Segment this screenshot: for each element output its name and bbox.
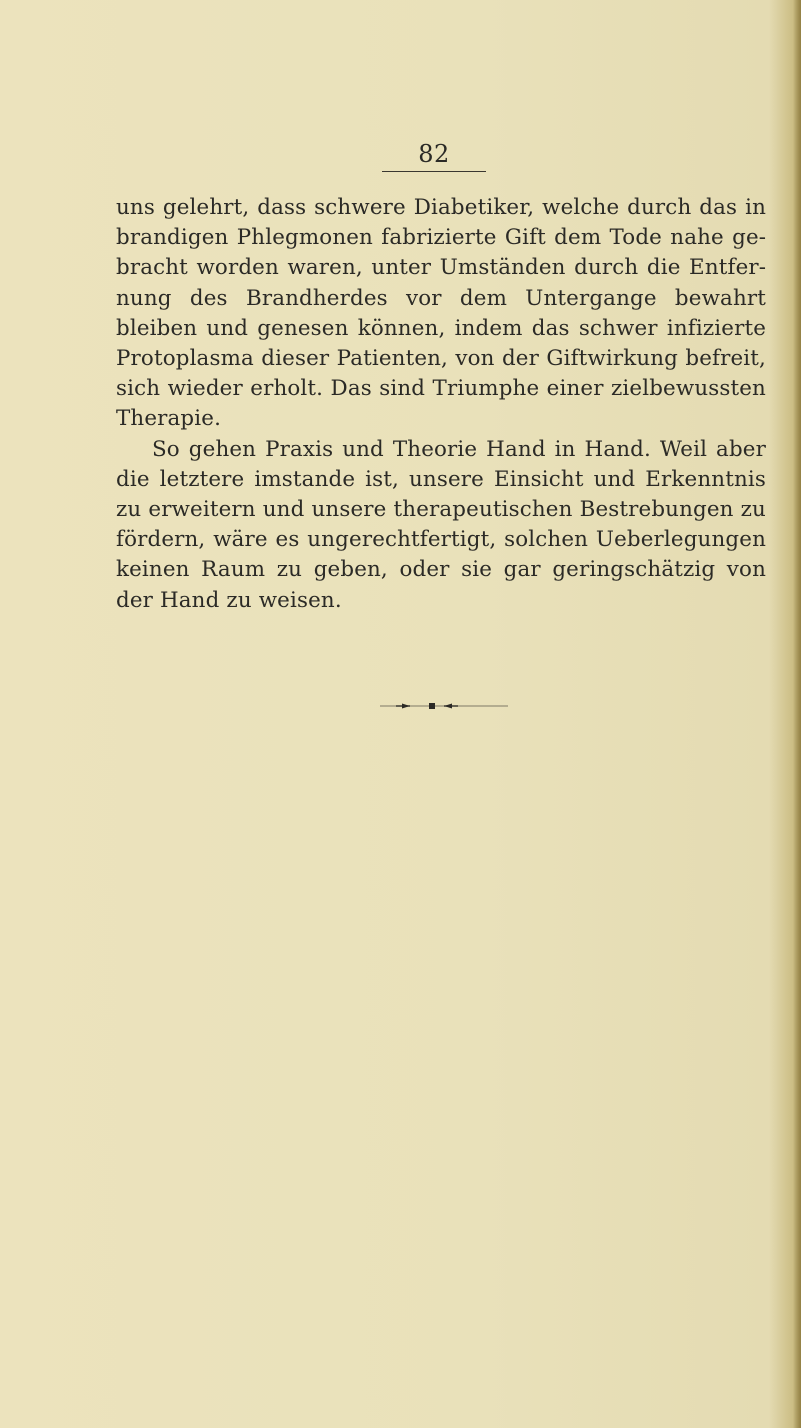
body-text bbox=[116, 193, 766, 616]
paragraph-2: So gehen Praxis und Theorie Hand in Hand. Weil aber die letztere imstande ist, unsere Einsicht und Erkenntnis zu erweitern und unsere therapeutischen Bestrebungen zu fördern, wäre es ungerechtfertigt, solchen Ueberlegungen keinen Raum zu geben, oder sie gar geringschätzig von der Hand zu weisen. bbox=[116, 436, 766, 613]
paragraph-1: uns gelehrt, dass schwere Diabetiker, welche durch das in brandigen Phlegmonen fabrizierte Gift dem Tode nahe gebracht worden waren, unter Umständen durch die Entfernung des Brandherdes vor dem Untergange bewahrt bleiben und genesen können, indem das schwer infizierte Protoplasma dieser Patienten, von der Giftwirkung befreit, sich wieder erholt. Das sind Triumphe einer zielbewussten Therapie. bbox=[116, 195, 766, 432]
page-number: 82 bbox=[418, 140, 450, 168]
tailpiece-ornament-icon bbox=[380, 699, 508, 713]
page-number-underline bbox=[382, 171, 486, 172]
page-edge bbox=[793, 0, 801, 1428]
